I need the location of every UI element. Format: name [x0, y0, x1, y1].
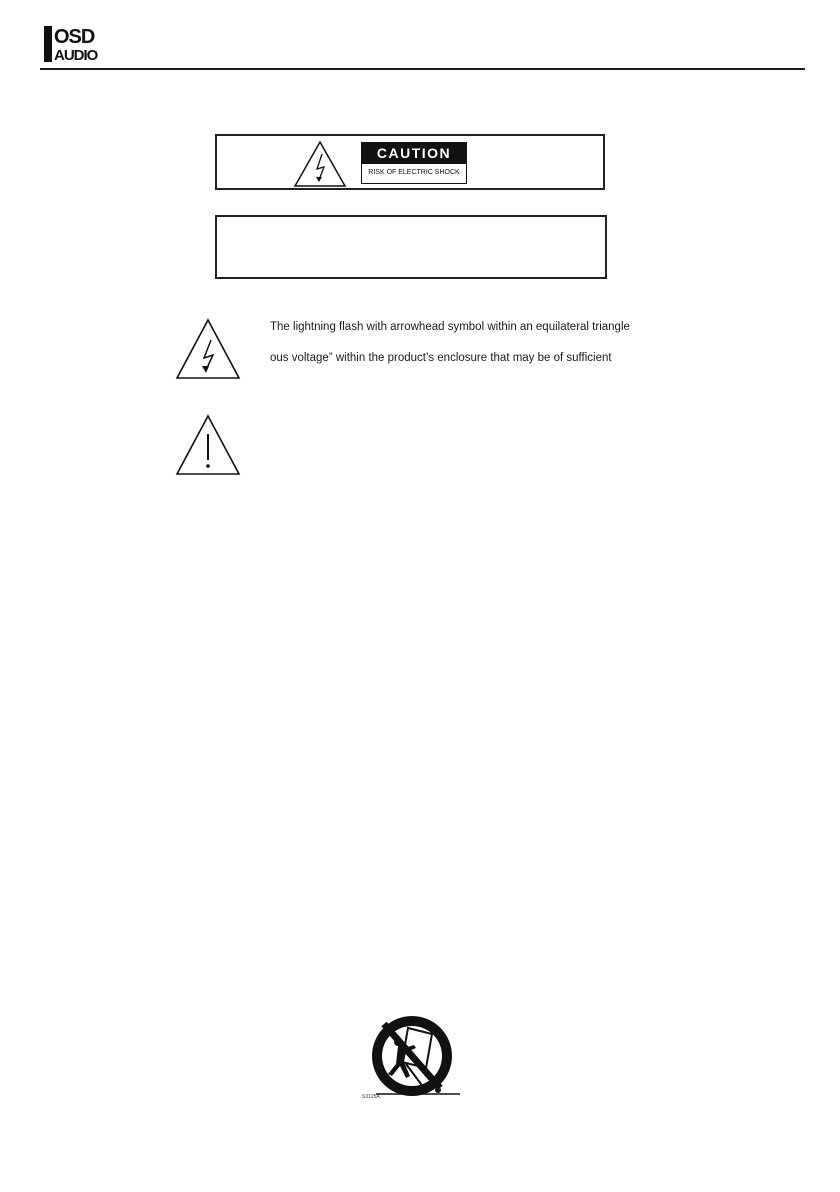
caution-label — [361, 142, 467, 184]
warning-text-box — [215, 215, 607, 279]
exclamation-triangle-icon — [175, 414, 241, 476]
symbol-description-line-2: ous voltage” within the product’s enclosure that may be of sufficient — [270, 352, 612, 364]
header-divider — [40, 68, 805, 70]
logo-text-bottom: AUDIO — [54, 47, 98, 62]
caution-subtitle: RISK OF ELECTRIC SHOCK — [368, 169, 460, 176]
cart-warning-code: S3125A — [362, 1094, 380, 1100]
logo-text-top: OSD — [54, 26, 95, 48]
symbol-description-line-1: The lightning flash with arrowhead symbol within an equilateral triangle — [270, 321, 630, 333]
osd-audio-logo — [44, 26, 110, 62]
lightning-triangle-icon — [293, 140, 347, 188]
no-cart-tipover-icon — [366, 1012, 462, 1102]
lightning-triangle-icon — [175, 318, 241, 380]
caution-title: CAUTION — [362, 143, 466, 164]
caution-box — [215, 134, 605, 190]
